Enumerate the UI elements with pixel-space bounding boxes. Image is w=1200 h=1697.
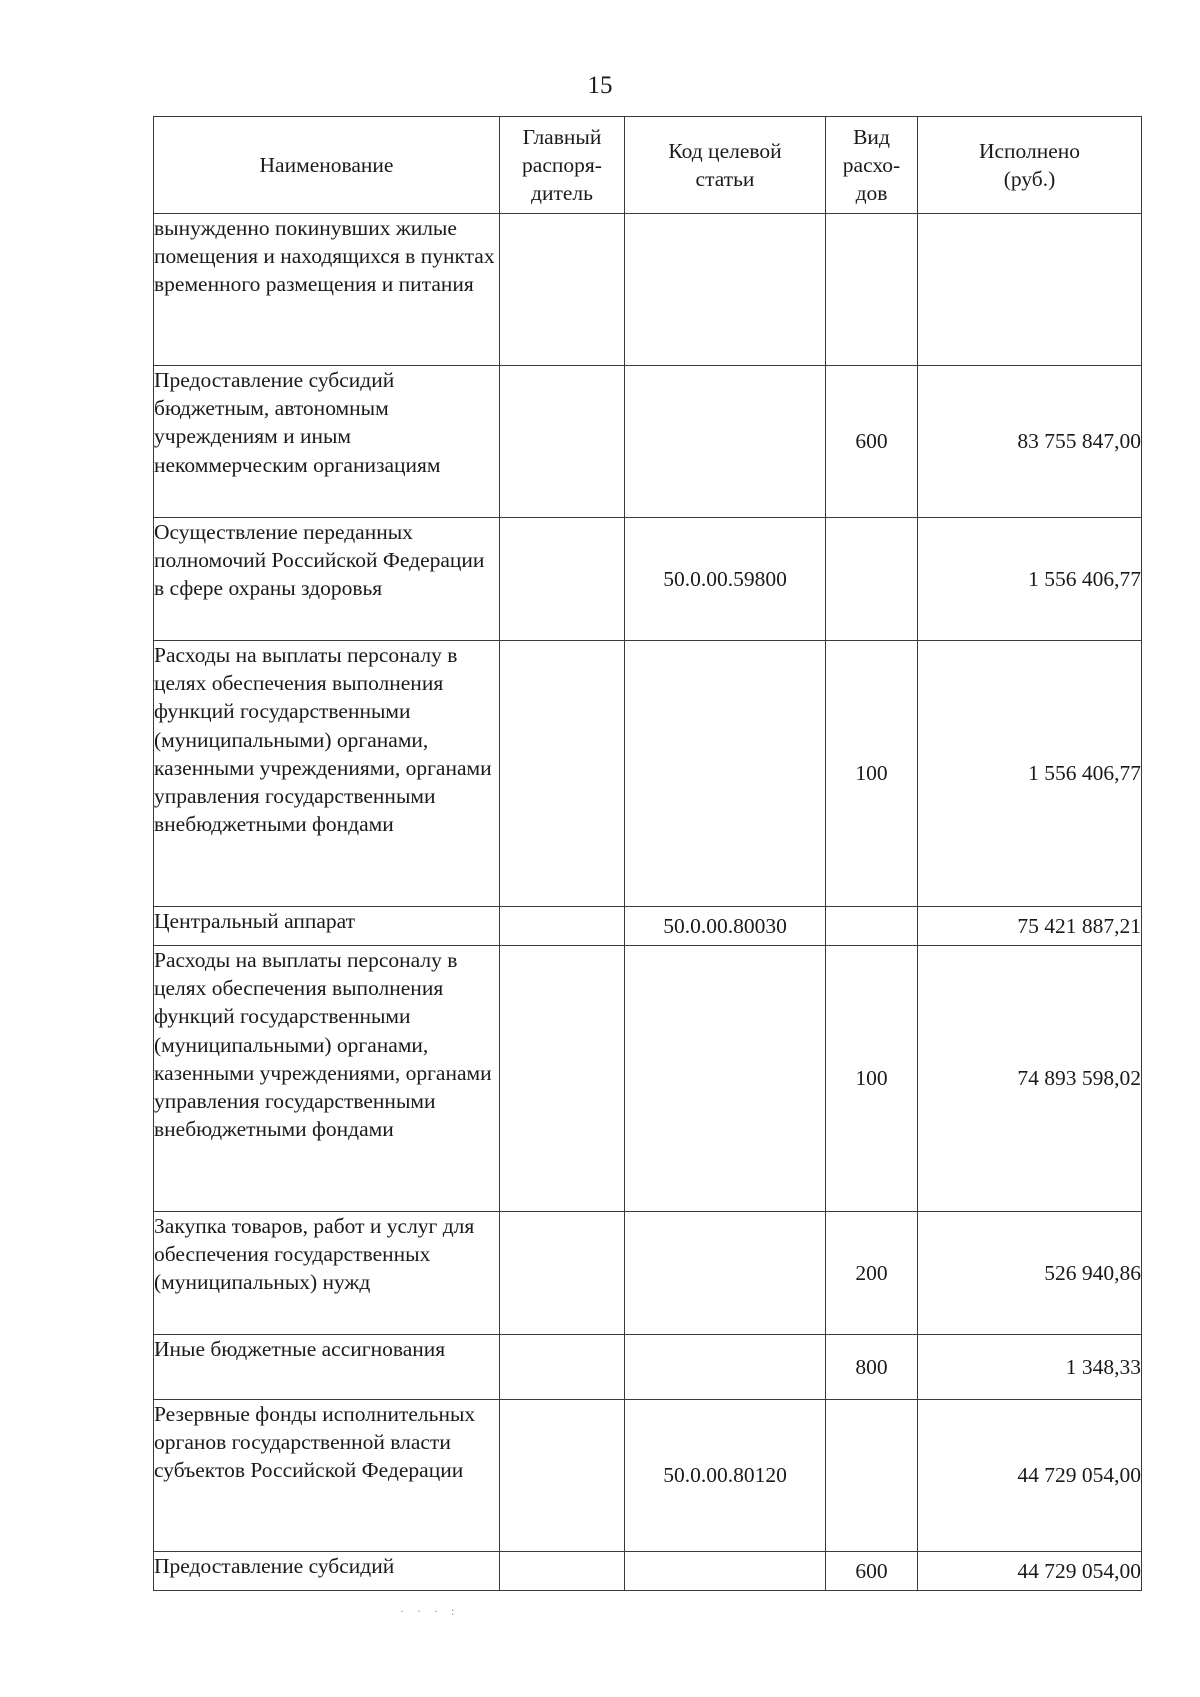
manager-cell [500, 518, 625, 641]
page-number: 15 [587, 72, 613, 99]
code-cell [625, 366, 826, 518]
kind-cell: 600 [826, 366, 918, 518]
code-cell [625, 1552, 826, 1591]
name-cell: Центральный аппарат [154, 907, 500, 946]
kind-cell [826, 907, 918, 946]
kind-cell: 600 [826, 1552, 918, 1591]
code-cell: 50.0.00.80120 [625, 1400, 826, 1552]
table-row [154, 1400, 1142, 1552]
code-cell [625, 1335, 826, 1400]
manager-cell [500, 366, 625, 518]
name-cell: Закупка товаров, работ и услуг для обеспечения государственных (муниципальных) нужд [154, 1212, 500, 1335]
header-amount: Исполнено (руб.) [918, 117, 1142, 214]
name-cell: Расходы на выплаты персоналу в целях обеспечения выполнения функций государственными (муниципальными) органами, казенными учреждениями, органами управления государственными внебюджетными фондами [154, 641, 500, 907]
code-cell: 50.0.00.59800 [625, 518, 826, 641]
table-row [154, 518, 1142, 641]
table-row [154, 641, 1142, 907]
code-cell [625, 1212, 826, 1335]
name-cell: Предоставление субсидий бюджетным, автономным учреждениям и иным некоммерческим организациям [154, 366, 500, 518]
code-cell: 50.0.00.80030 [625, 907, 826, 946]
header-name: Наименование [154, 117, 500, 214]
scan-artifact-mark: · · · : [400, 1604, 460, 1618]
table-row [154, 1552, 1142, 1591]
manager-cell [500, 1552, 625, 1591]
header-kind: Вид расхо-дов [826, 117, 918, 214]
amount-cell: 1 348,33 [918, 1335, 1142, 1400]
amount-cell: 44 729 054,00 [918, 1400, 1142, 1552]
name-cell: вынужденно покинувших жилые помещения и находящихся в пунктах временного размещения и питания [154, 214, 500, 366]
table-row [154, 946, 1142, 1212]
amount-cell: 1 556 406,77 [918, 518, 1142, 641]
amount-cell [918, 214, 1142, 366]
kind-cell [826, 1400, 918, 1552]
name-cell: Резервные фонды исполнительных органов государственной власти субъектов Российской Федерации [154, 1400, 500, 1552]
manager-cell [500, 946, 625, 1212]
manager-cell [500, 1212, 625, 1335]
code-cell [625, 641, 826, 907]
name-cell: Осуществление переданных полномочий Российской Федерации в сфере охраны здоровья [154, 518, 500, 641]
table-row [154, 214, 1142, 366]
manager-cell [500, 1400, 625, 1552]
header-manager: Главный распоря-дитель [500, 117, 625, 214]
code-cell [625, 946, 826, 1212]
amount-cell: 75 421 887,21 [918, 907, 1142, 946]
amount-cell: 44 729 054,00 [918, 1552, 1142, 1591]
amount-cell: 83 755 847,00 [918, 366, 1142, 518]
kind-cell: 100 [826, 641, 918, 907]
code-cell [625, 214, 826, 366]
name-cell: Расходы на выплаты персоналу в целях обеспечения выполнения функций государственными (муниципальными) органами, казенными учреждениями, органами управления государственными внебюджетными фондами [154, 946, 500, 1212]
name-cell: Предоставление субсидий [154, 1552, 500, 1591]
kind-cell [826, 518, 918, 641]
amount-cell: 1 556 406,77 [918, 641, 1142, 907]
budget-execution-table [153, 116, 1142, 1591]
kind-cell: 100 [826, 946, 918, 1212]
header-code: Код целевой статьи [625, 117, 826, 214]
table-row [154, 1335, 1142, 1400]
kind-cell: 800 [826, 1335, 918, 1400]
manager-cell [500, 907, 625, 946]
kind-cell [826, 214, 918, 366]
table-header-row [154, 117, 1142, 214]
manager-cell [500, 1335, 625, 1400]
amount-cell: 526 940,86 [918, 1212, 1142, 1335]
table-row [154, 907, 1142, 946]
manager-cell [500, 641, 625, 907]
table-row [154, 366, 1142, 518]
table-row [154, 1212, 1142, 1335]
name-cell: Иные бюджетные ассигнования [154, 1335, 500, 1400]
manager-cell [500, 214, 625, 366]
amount-cell: 74 893 598,02 [918, 946, 1142, 1212]
kind-cell: 200 [826, 1212, 918, 1335]
